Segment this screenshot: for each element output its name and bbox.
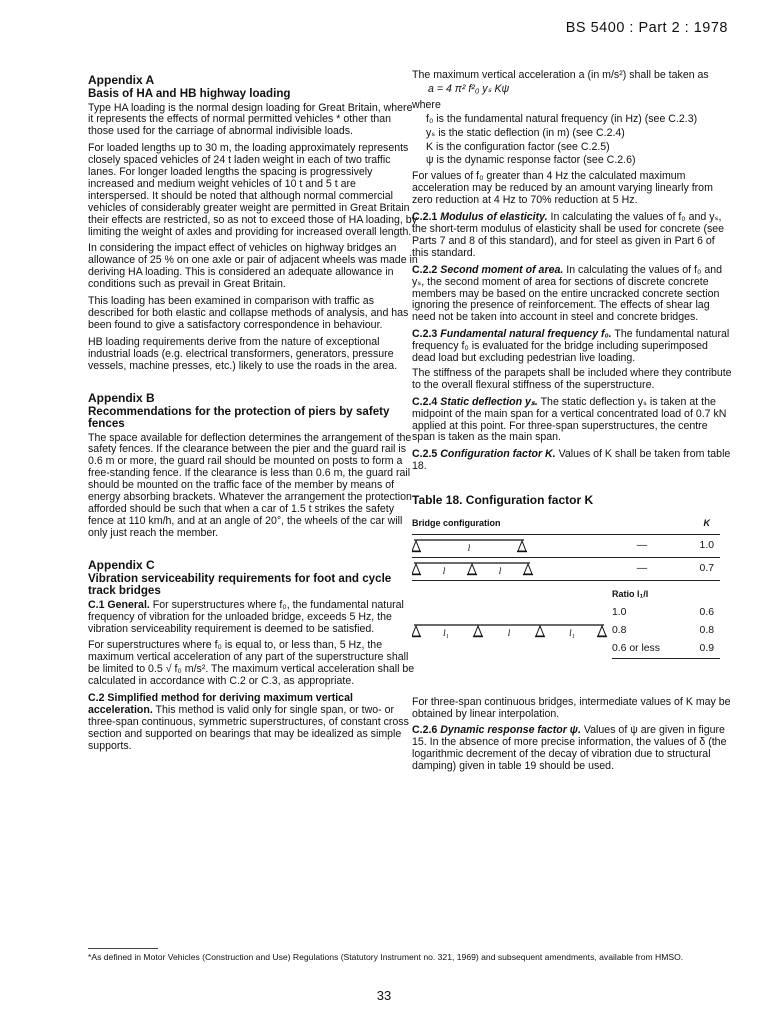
table-row <box>412 535 720 558</box>
c2-text: This method is valid only for single span, or two- or three-span continuous, symmetric superstructures, of constant cross section and supported on bearings that may be idealized as simple supports. <box>88 703 409 752</box>
c21-heading: Modulus of elasticity. <box>440 211 548 224</box>
c24-heading: Static deflection yₛ. <box>440 395 538 408</box>
ratio-k-value: 0.6 <box>699 606 714 618</box>
c24-text: The static deflection yₛ is taken at the midpoint of the main span for a vertical concentrated load of 0.7 kN applied at this point. For three-span superstructures, the centre span is taken as the main span. <box>412 395 727 444</box>
appendix-a-title: Basis of HA and HB highway loading <box>88 87 291 100</box>
ratio-value: 1.0 <box>612 606 627 618</box>
c22-text: In calculating the values of f₀ and yₛ, the second moment of area for sections of discrete concrete members may be based on the entire uncracked concrete section ignoring the presence of reinforcement. The effects of shear lag need not be taken into account in steel and concrete bridges. <box>412 263 723 324</box>
single-span-diagram <box>412 535 612 558</box>
c24-number: C.2.4 <box>412 395 441 408</box>
right-column <box>412 70 732 778</box>
c2-paragraph <box>88 693 418 753</box>
c22-heading: Second moment of area. <box>440 263 564 276</box>
footnote: *As defined in Motor Vehicles (Construction and Use) Regulations (Statutory Instrument no. 321, 1969) and subsequent amendments, available from HMSO. <box>88 952 684 962</box>
footnote-divider <box>88 948 158 949</box>
side-span-label: l₁ <box>569 628 575 639</box>
c1-paragraph-2: For superstructures where f₀ is equal to, or less than, 5 Hz, the maximum vertical acceleration of any part of the superstructure shall be limited to 0.5 √ f₀ m/s². The maximum vertical acceleration shall be calculated in accordance with C.2 or C.3, as appropriate. <box>88 639 415 688</box>
c23-text: The fundamental natural frequency f₀ is evaluated for the bridge including superimposed dead load but excluding pedestrian live loading. <box>412 328 730 365</box>
appendix-a-paragraph-3: In considering the impact effect of vehicles on highway bridges an allowance of 25 % on one axle or pair of adjacent wheels was made in deriving HA loading. This is considered an adequate allowance in conditions such as prevail in Great Britain. <box>88 242 418 291</box>
ratio-value: 0.8 <box>612 624 627 636</box>
table-18-title: Table 18. Configuration factor K <box>412 493 594 508</box>
two-span-diagram <box>412 558 612 581</box>
span-length-label: l <box>507 628 511 639</box>
c21-text: In calculating the values of f₀ and yₛ, the short-term modulus of elasticity shall be used for concrete (see Parts 7 and 8 of this standard), and for steel as given in Part 6 of this standard. <box>412 211 725 259</box>
appendix-a-paragraph-5: HB loading requirements derive from the nature of exceptional industrial loads (e.g. electrical transformers, generators, pressure vessels, machine presses, etc.) likely to use the roads in the area. <box>88 335 398 372</box>
appendix-a-paragraph-2: For loaded lengths up to 30 m, the loading approximately represents closely spaced vehicles of 24 t laden weight in each of two traffic lanes. For longer loaded lengths the spacing is progressively increased and medium weight vehicles of 10 t and 5 t are interspersed. It should be noted that although normal commercial vehicles of considerably greater weight are permitted in Great Britain their effects are restricted, so as not to exceed those of HA loading, by limiting the weight of axles and providing for increased overall length. <box>88 142 417 238</box>
span-length-label: l <box>498 566 502 576</box>
span-length-label: l <box>442 566 446 576</box>
c2-heading: C.2 Simplified method for deriving maximum vertical acceleration. <box>88 692 353 716</box>
row2-k-value: 0.7 <box>672 558 720 581</box>
c25-number: C.2.5 <box>412 448 441 461</box>
c21-number: C.2.1 <box>412 211 441 224</box>
ratio-k-value: 0.9 <box>672 640 720 658</box>
page-number: 33 <box>376 988 392 1003</box>
row1-k-value: 1.0 <box>672 535 720 558</box>
c25-paragraph <box>412 449 732 473</box>
appendix-b-title: Recommendations for the protection of piers by safety fences <box>88 404 390 431</box>
c23-heading: Fundamental natural frequency f₀. <box>440 328 612 341</box>
left-column <box>88 70 418 758</box>
c22-number: C.2.2 <box>412 263 441 276</box>
c23-paragraph <box>412 329 732 365</box>
c23-number: C.2.3 <box>412 328 441 341</box>
c26-heading: Dynamic response factor ψ. <box>440 724 581 737</box>
appendix-a-paragraph-1: Type HA loading is the normal design loading for Great Britain, where it represents the effects of normal permitted vehicles * other than those used for the carriage of abnormal indivisible loads. <box>88 101 413 138</box>
appendix-b-paragraph-1: The space available for deflection determines the arrangement of the safety fences. If the clearance between the pier and the guard rail is 0.6 m or more, the guard rail should be mounted on posts to form a free-standing fence. If the clearance is less than 0.6 m, the guard rail should be mounted on the traffic face of the member by means of energy absorbing brackets. Whatever the arrangement the protection afforded should be such that when a car of 1.5 t strikes the safety fence at 110 km/h, and at an angle of 20°, the wheels of the car will only just reach the member. <box>88 431 412 539</box>
definition-ys: yₛ is the static deflection (in m) (see C.2.4) <box>426 126 625 139</box>
reduction-paragraph: For values of f₀ greater than 4 Hz the calculated maximum acceleration may be reduced by an amount varying linearly from zero reduction at 4 Hz to 70% reduction at 5 Hz. <box>412 170 713 207</box>
c25-text: Values of K shall be taken from table 18. <box>412 448 731 473</box>
ratio-k-value: 0.8 <box>699 624 714 636</box>
span-length-label: l <box>467 543 471 553</box>
appendix-a-paragraph-4: This loading has been examined in comparison with traffic as described for both elastic and collapse methods of analysis, and has been found to give a satisfactory correspondence in behaviour. <box>88 295 409 331</box>
where-label: where <box>412 98 441 111</box>
c26-paragraph <box>412 725 732 773</box>
table-row <box>412 604 720 622</box>
c1-paragraph <box>88 600 418 636</box>
appendix-c-title: Vibration serviceability requirements for foot and cycle track bridges <box>88 571 392 598</box>
definition-f0: f₀ is the fundamental natural frequency (in Hz) (see C.2.3) <box>426 112 698 125</box>
c23-paragraph-2: The stiffness of the parapets shall be included where they contribute to the overall flexural stiffness of the superstructure. <box>412 366 732 391</box>
three-span-diagram <box>412 604 612 658</box>
standard-header: BS 5400 : Part 2 : 1978 <box>565 20 728 36</box>
table-row <box>412 558 720 581</box>
acceleration-intro: The maximum vertical acceleration a (in m/s²) shall be taken as <box>412 69 709 81</box>
appendix-a-label: Appendix A <box>88 73 155 87</box>
column-header-configuration: Bridge configuration <box>412 514 672 534</box>
c26-number: C.2.6 <box>412 724 441 737</box>
side-span-label: l₁ <box>443 628 449 639</box>
c1-text: For superstructures where f₀, the fundamental natural frequency of vibration for the unloaded bridge, exceeds 5 Hz, the vibration serviceability requirement is deemed to be satisfied. <box>88 598 404 635</box>
c22-paragraph <box>412 265 732 325</box>
row1-dash: — <box>612 535 672 558</box>
appendix-b-label: Appendix B <box>88 390 155 405</box>
row2-dash: — <box>612 558 672 581</box>
column-header-k: K <box>672 514 720 534</box>
c25-heading: Configuration factor K. <box>440 448 556 461</box>
c24-paragraph <box>412 397 732 445</box>
c1-heading: C.1 General. <box>88 598 150 611</box>
three-span-paragraph: For three-span continuous bridges, intermediate values of K may be obtained by linear interpolation. <box>412 695 731 720</box>
configuration-factor-table <box>412 514 720 659</box>
ratio-value: 0.6 or less <box>612 640 672 658</box>
acceleration-formula: a = 4 π² f²₀ yₛ Kψ <box>428 82 510 95</box>
c21-paragraph <box>412 212 732 260</box>
ratio-header: Ratio l₁/l <box>612 589 649 599</box>
definition-psi: ψ is the dynamic response factor (see C.2.6) <box>426 154 636 167</box>
appendix-c-label: Appendix C <box>88 557 155 572</box>
table-row <box>412 581 720 604</box>
definition-k: K is the configuration factor (see C.2.5) <box>426 140 610 153</box>
c26-text: Values of ψ are given in figure 15. In the absence of more precise information, the values of δ (the logarithmic decrement of the decay of vibration due to structural damping) given in table 19 should be used. <box>412 724 727 773</box>
